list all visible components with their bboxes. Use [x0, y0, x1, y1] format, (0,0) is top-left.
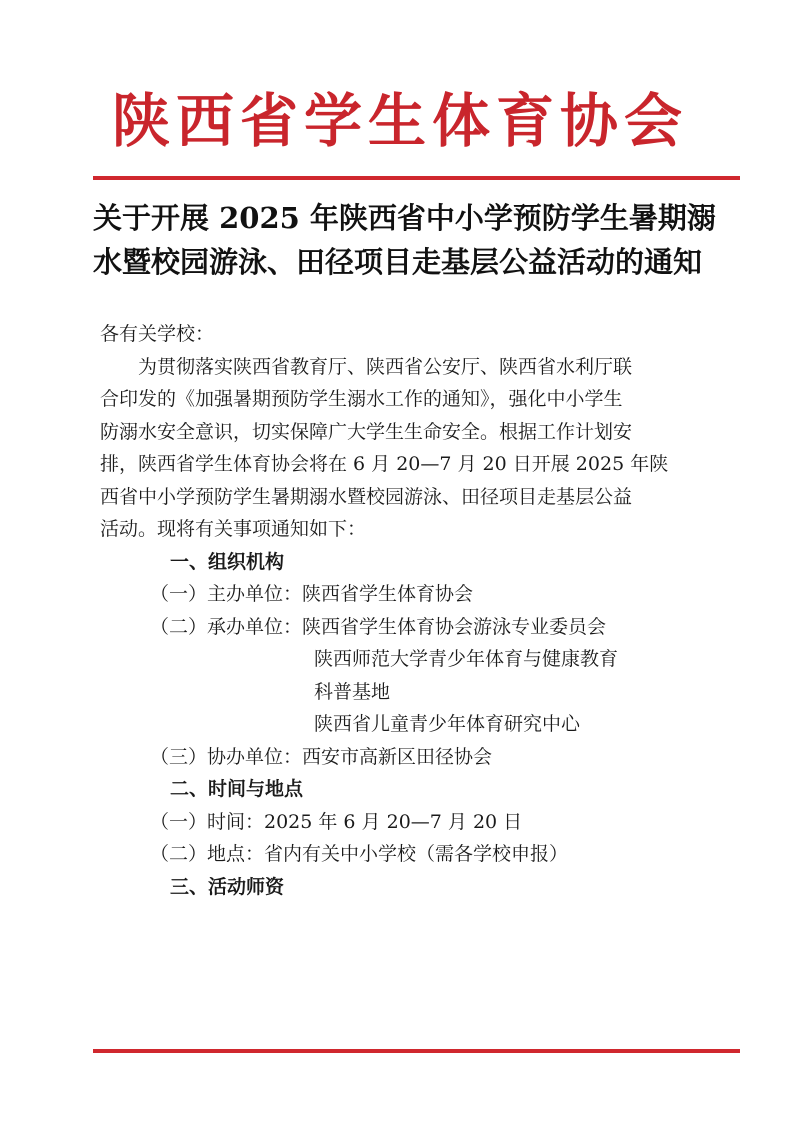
- event-time: （一）时间：2025 年 6 月 20—7 月 20 日: [150, 810, 523, 833]
- intro-line-5: 西省中小学预防学生暑期溺水暨校园游泳、田径项目走基层公益: [100, 485, 633, 508]
- section-heading-organization: 一、组织机构: [170, 550, 285, 573]
- intro-line-2: 合印发的《加强暑期预防学生溺水工作的通知》，强化中小学生: [100, 388, 623, 410]
- notice-title: [93, 196, 733, 284]
- header-red-rule: [93, 176, 740, 180]
- organizer-unit-value-2: 陕西师范大学青少年体育与健康教育: [314, 648, 619, 670]
- notice-title-line-2: 水暨校园游泳、田径项目走基层公益活动的通知: [93, 245, 703, 279]
- co-organizer-value: 西安市高新区田径协会: [302, 745, 493, 768]
- intro-line-3: 防溺水安全意识，切实保障广大学生生命安全。根据工作计划安: [100, 420, 633, 443]
- host-unit-label: （一）主办单位：: [150, 583, 303, 605]
- host-unit-value: 陕西省学生体育协会: [302, 583, 474, 605]
- intro-line-6: 活动。现将有关事项通知如下：: [100, 518, 367, 540]
- host-unit-row: [100, 578, 720, 611]
- salutation: 各有关学校：: [100, 323, 215, 345]
- notice-body: [100, 318, 720, 903]
- organizer-unit-value-4: 陕西省儿童青少年体育研究中心: [314, 713, 581, 735]
- section-heading-instructors: 三、活动师资: [170, 875, 285, 898]
- footer-red-rule: [93, 1049, 740, 1053]
- organizer-unit-row: [100, 611, 720, 644]
- section-heading-time-place: 二、时间与地点: [170, 778, 304, 800]
- organizer-unit-label: （二）承办单位：: [150, 615, 303, 638]
- notice-title-line-1: 关于开展 2025 年陕西省中小学预防学生暑期溺: [93, 201, 716, 235]
- intro-line-1: 为贯彻落实陕西省教育厅、陕西省公安厅、陕西省水利厅联: [138, 355, 633, 378]
- co-organizer-row: [100, 741, 720, 774]
- organizer-unit-value-1: 陕西省学生体育协会游泳专业委员会: [302, 615, 607, 638]
- event-place: （二）地点：省内有关中小学校（需各学校申报）: [150, 843, 569, 865]
- organizer-unit-value-3: 科普基地: [314, 680, 391, 703]
- intro-line-4: 排，陕西省学生体育协会将在 6 月 20—7 月 20 日开展 2025 年陕: [100, 453, 669, 475]
- org-letterhead-title: 陕西省学生体育协会: [111, 87, 688, 155]
- co-organizer-label: （三）协办单位：: [150, 745, 303, 768]
